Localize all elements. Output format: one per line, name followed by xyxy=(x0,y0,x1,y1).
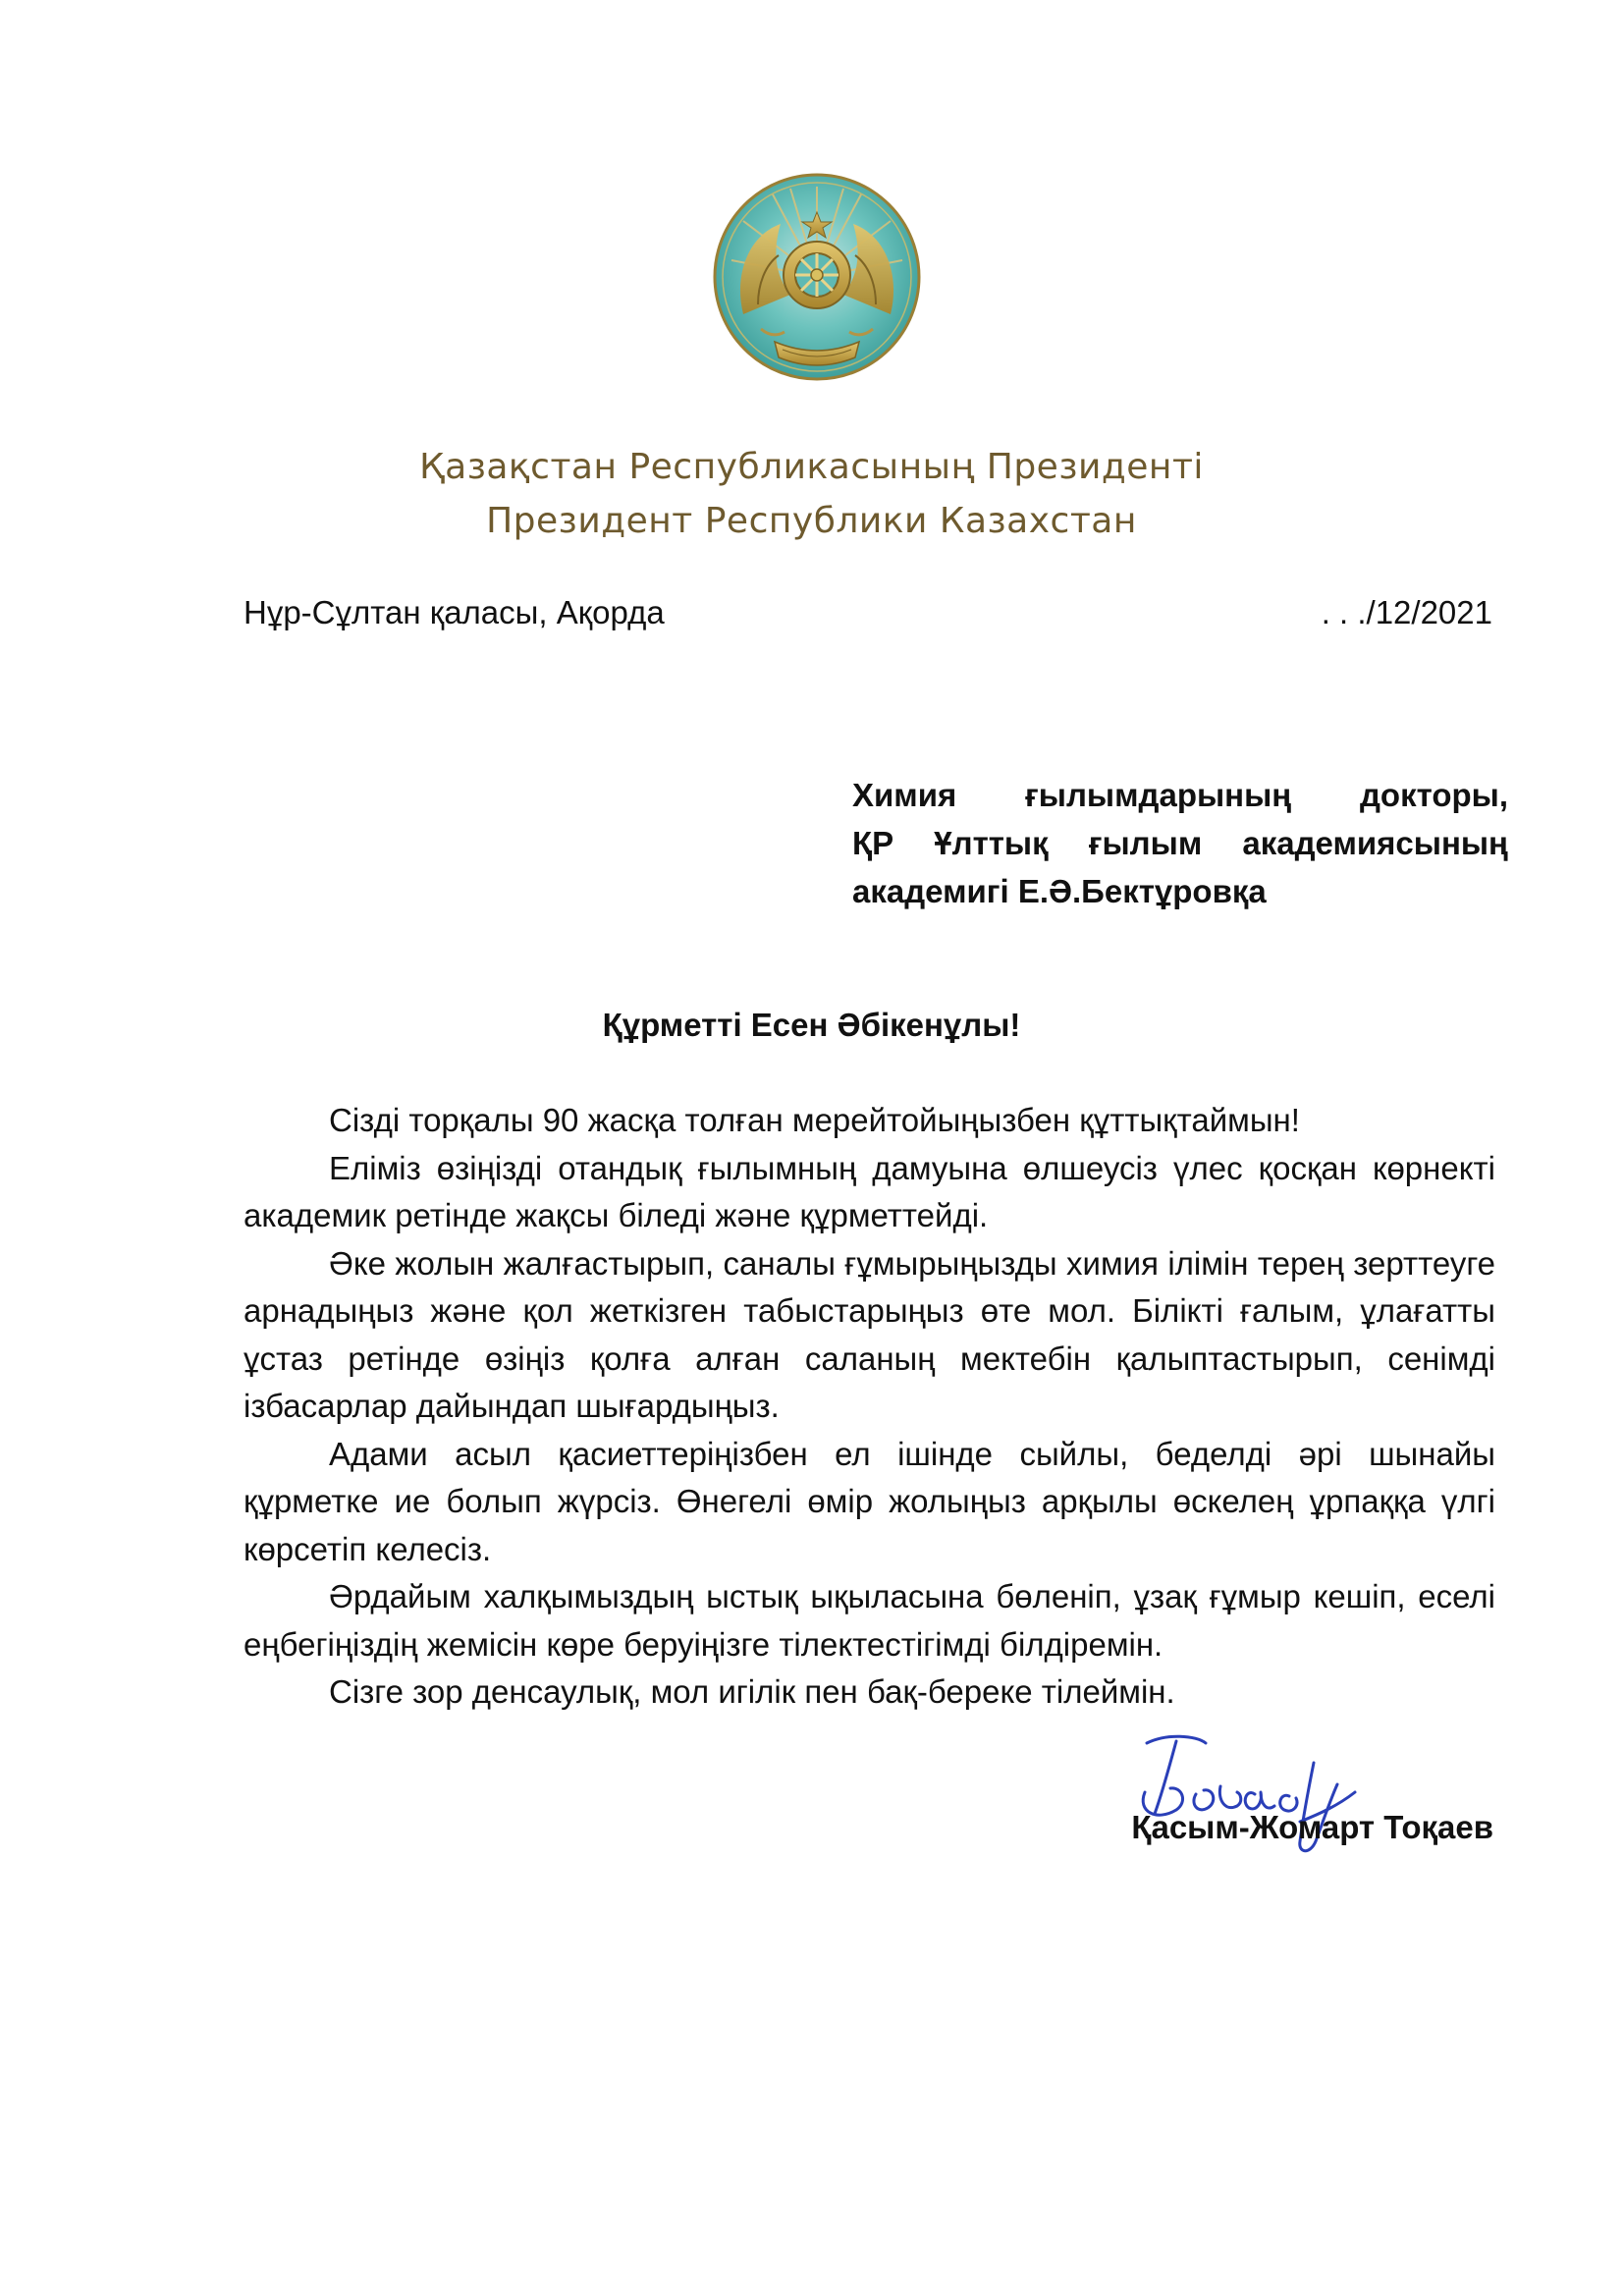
addressee-line: академигі Е.Ә.Бектұровқа xyxy=(852,873,1267,909)
addressee-block xyxy=(852,771,1508,915)
state-emblem-icon xyxy=(704,167,930,393)
salutation: Құрметті Есен Әбікенұлы! xyxy=(602,1007,1021,1043)
letter-body xyxy=(243,1097,1495,1717)
addressee-line: Химия ғылымдарының докторы, xyxy=(852,777,1508,813)
body-paragraph: Әке жолын жалғастырып, саналы ғұмырыңызды химия ілімін терең зерттеуге арнадыңыз және қол жеткізген табыстарыңыз өте мол. Білікті ғалым, ұлағатты ұстаз ретінде өзіңіз қолға алған саланың мектебін қалыптастырып, сенімді ізбасарлар дайындап шығардыңыз. xyxy=(243,1244,1495,1424)
body-paragraph: Еліміз өзіңізді отандық ғылымның дамуына өлшеусіз үлес қосқан көрнекті академик ретінде жақсы біледі және құрметтейді. xyxy=(243,1149,1495,1233)
signer-name: Қасым-Жомарт Тоқаев xyxy=(1131,1809,1493,1845)
header-title-ru: Президент Республики Казахстан xyxy=(486,501,1137,541)
body-paragraph: Сізге зор денсаулық, мол игілік пен бақ-береке тілеймін. xyxy=(329,1673,1175,1710)
body-paragraph: Адами асыл қасиеттеріңізбен ел ішінде сыйлы, беделді әрі шынайы құрметке ие болып жүрсіз. Өнегелі өмір жолыңыз арқылы өскелең ұрпаққа үлгі көрсетіп келесіз. xyxy=(243,1435,1495,1567)
body-paragraph: Әрдайым халқымыздың ыстық ықыласына бөленіп, ұзақ ғұмыр кешіп, еселі еңбегіңіздің жемісін көре беруіңізге тілектестігімді білдіремін. xyxy=(243,1578,1495,1663)
addressee-line: ҚР Ұлттық ғылым академиясының xyxy=(852,825,1508,861)
header-title-kz: Қазақстан Республикасының Президенті xyxy=(419,447,1204,487)
place-of-issue: Нұр-Сұлтан қаласы, Ақорда xyxy=(243,594,665,630)
body-paragraph: Сізді торқалы 90 жасқа толған мерейтойыңызбен құттықтаймын! xyxy=(329,1102,1300,1138)
handwritten-signature-icon xyxy=(1127,1723,1382,1871)
letter-date: . . ./12/2021 xyxy=(1321,594,1492,630)
